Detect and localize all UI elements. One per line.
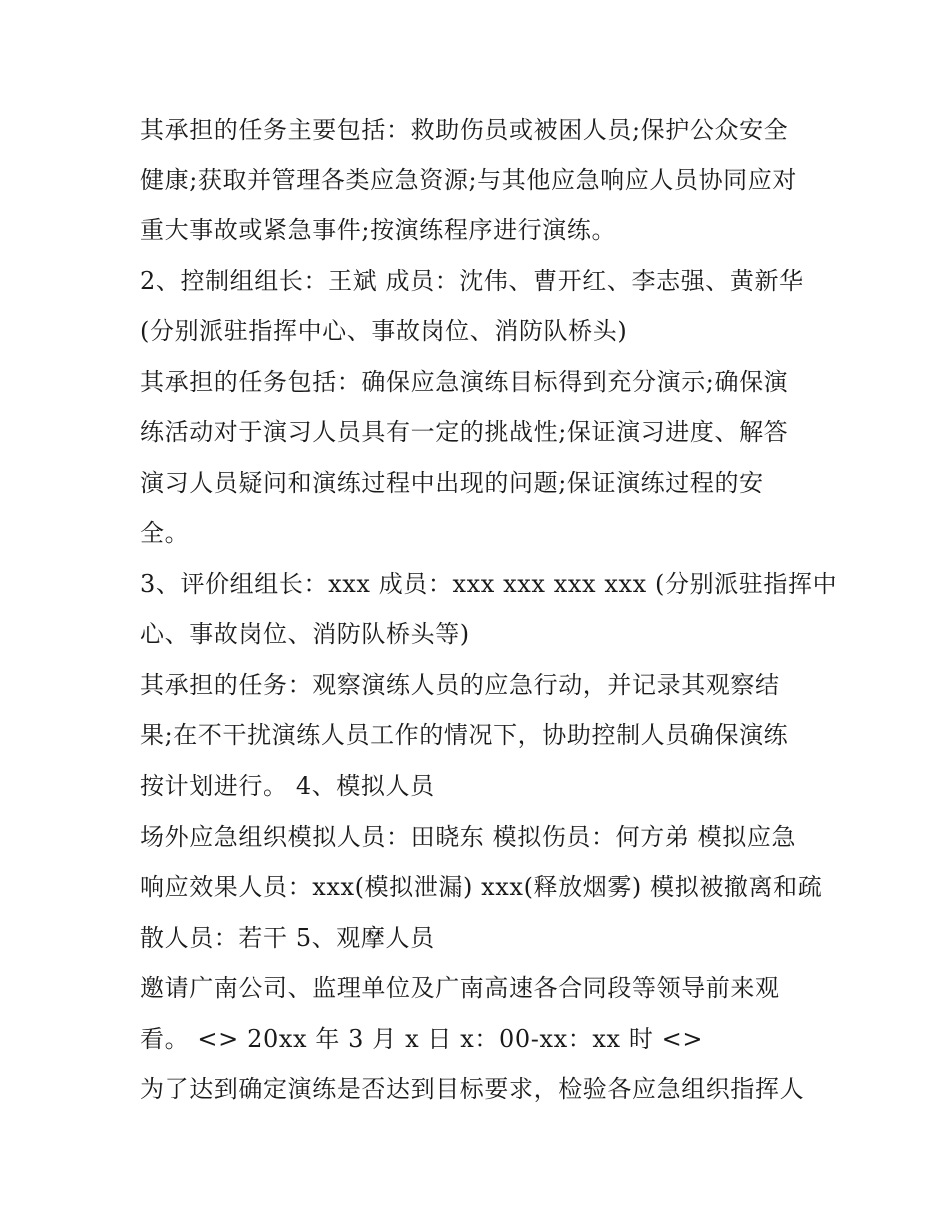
text-line: 3、评价组组长：xxx 成员：xxx xxx xxx xxx (分别派驻指挥中	[140, 570, 838, 598]
text-line: 散人员：若干 5、观摩人员	[140, 924, 435, 952]
text-line: 健康;获取并管理各类应急资源;与其他应急响应人员协同应对	[140, 166, 797, 194]
text-line: 果;在不干扰演练人员工作的情况下，协助控制人员确保演练	[140, 721, 789, 749]
text-line: 其承担的任务：观察演练人员的应急行动，并记录其观察结	[140, 671, 780, 699]
text-line: 演习人员疑问和演练过程中出现的问题;保证演练过程的安	[140, 469, 764, 497]
text-line: 心、事故岗位、消防队桥头等)	[140, 620, 470, 648]
text-line: 响应效果人员：xxx(模拟泄漏) xxx(释放烟雾) 模拟被撤离和疏	[140, 873, 823, 901]
text-line: 按计划进行。 4、模拟人员	[140, 772, 435, 800]
text-line: 邀请广南公司、监理单位及广南高速各合同段等领导前来观	[140, 974, 780, 1002]
text-line: 为了达到确定演练是否达到目标要求，检验各应急组织指挥人	[140, 1075, 805, 1103]
text-line: 场外应急组织模拟人员：田晓东 模拟伤员：何方弟 模拟应急	[140, 823, 797, 851]
text-line: 其承担的任务主要包括：救助伤员或被困人员;保护公众安全	[140, 116, 789, 144]
text-line: (分别派驻指挥中心、事故岗位、消防队桥头)	[140, 317, 628, 345]
text-line: 全。	[140, 519, 190, 547]
text-line: 练活动对于演习人员具有一定的挑战性;保证演习进度、解答	[140, 418, 789, 446]
text-line: 重大事故或紧急事件;按演练程序进行演练。	[140, 216, 617, 244]
text-line: 看。 <> 20xx 年 3 月 x 日 x：00-xx：xx 时 <>	[140, 1025, 704, 1053]
text-line: 2、控制组组长：王斌 成员：沈伟、曹开红、李志强、黄新华	[140, 267, 804, 295]
text-line: 其承担的任务包括：确保应急演练目标得到充分演示;确保演	[140, 368, 789, 396]
